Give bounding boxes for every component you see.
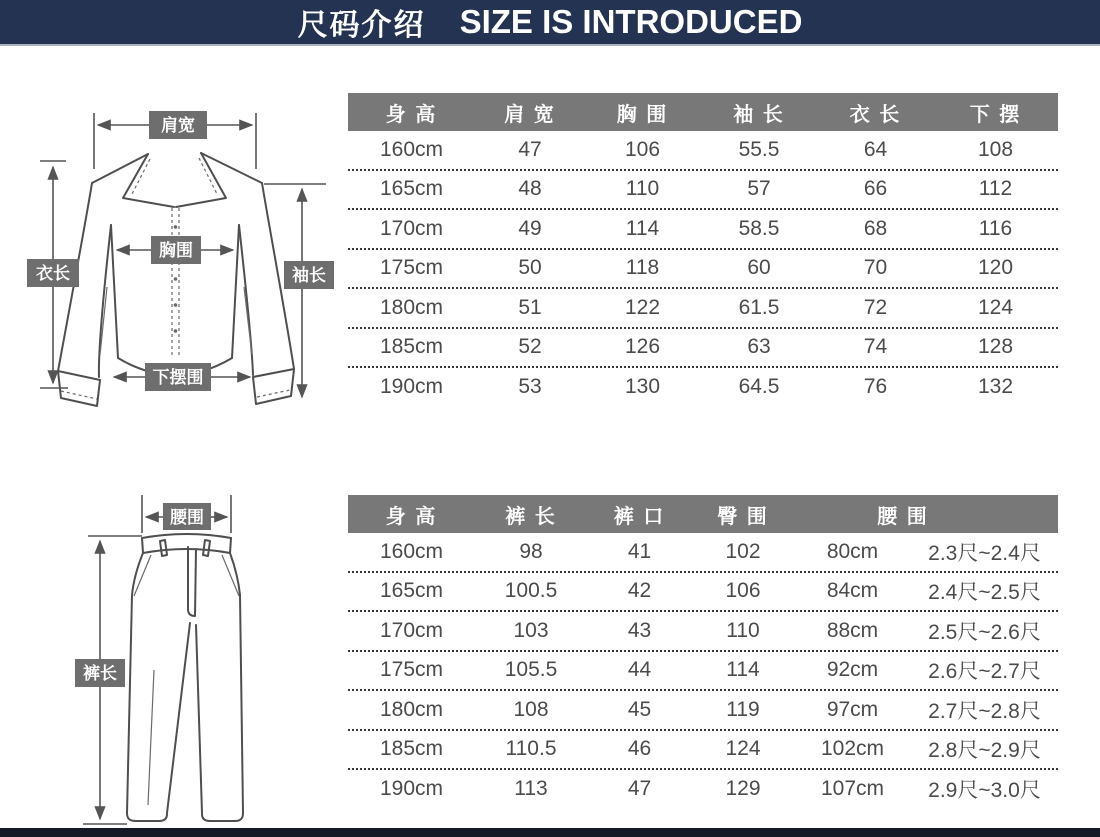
table-row [348,289,1058,329]
table-row [348,368,1058,406]
cell: 130 [624,374,661,398]
cell: 122 [624,295,661,319]
cell: 2.7尺~2.8尺 [928,699,1041,723]
shoulder-width-label: 肩宽 [161,116,195,135]
cell: 118 [625,256,660,280]
cell: 160cm [379,539,444,563]
cell: 53 [518,374,542,398]
cell: 66 [863,177,888,201]
cell: 113 [514,776,548,800]
cell: 41 [627,539,652,563]
chest-label: 胸围 [159,241,193,260]
cell: 190cm [379,374,444,398]
cell: 52 [518,335,542,359]
waist-label: 腰围 [170,508,204,527]
cell: 50 [518,256,542,280]
cell: 129 [725,776,761,800]
sleeve-length-label: 袖长 [292,266,326,285]
cell: 165cm [379,579,444,603]
cell: 97cm [826,697,879,721]
cell: 72 [863,295,888,319]
header-cell: 裤 口 [613,505,666,528]
cell: 84cm [826,579,879,603]
cell: 63 [747,335,771,359]
cell: 55.5 [738,137,780,161]
garment-length-label: 衣长 [36,264,70,283]
cell: 105.5 [504,658,558,682]
cell: 124 [977,295,1014,319]
cell: 106 [725,579,761,603]
cell: 47 [518,137,542,161]
cell: 116 [978,216,1013,240]
header-banner [0,0,1100,46]
table-row [348,250,1058,290]
header-cell: 腰 围 [877,505,929,528]
cell: 64 [863,137,888,161]
cell: 106 [624,137,661,161]
table-row [348,691,1058,731]
banner-title-chinese: 尺码介绍 [297,9,426,42]
cell: 98 [519,539,543,563]
cell: 170cm [379,618,444,642]
header-cell: 胸 围 [616,103,669,126]
hem-label: 下摆围 [152,368,204,387]
cell: 2.5尺~2.6尺 [928,620,1041,644]
cell: 190cm [379,776,444,800]
cell: 124 [725,737,761,761]
cell: 74 [863,335,888,359]
cell: 128 [977,335,1014,359]
cell: 2.3尺~2.4尺 [928,541,1041,565]
cell: 175cm [379,658,444,682]
cell: 47 [627,776,652,800]
cell: 110 [625,177,660,201]
cell: 108 [977,137,1014,161]
cell: 119 [726,697,760,721]
header-cell: 身 高 [385,505,438,528]
cell: 102 [725,539,761,563]
cell: 132 [977,374,1014,398]
cell: 126 [624,335,661,359]
cell: 112 [978,177,1013,201]
cell: 70 [863,256,888,280]
cell: 88cm [826,618,879,642]
cell: 108 [513,697,549,721]
cell: 76 [863,374,888,398]
table-row [348,612,1058,652]
cell: 107cm [820,776,885,800]
cell: 2.9尺~3.0尺 [928,778,1041,802]
cell: 45 [627,697,652,721]
cell: 57 [747,177,771,201]
cell: 48 [518,177,542,201]
table-row [348,731,1058,771]
table-row [348,329,1058,369]
pant-length-label: 裤长 [83,664,117,683]
table-row [348,652,1058,692]
table-header-row [348,93,1058,131]
cell: 58.5 [738,216,780,240]
header-cell: 肩 宽 [504,103,556,126]
cell: 51 [518,295,542,319]
cell: 114 [726,658,760,682]
cell: 165cm [379,177,444,201]
header-cell: 裤 长 [505,505,557,528]
cell: 44 [627,658,652,682]
cell: 2.4尺~2.5尺 [928,581,1041,605]
cell: 2.6尺~2.7尺 [928,660,1041,684]
cell: 175cm [379,256,444,280]
shirt-measurement-diagram [10,55,340,445]
cell: 114 [625,216,660,240]
cell: 185cm [379,335,444,359]
cell: 80cm [826,539,879,563]
cell: 49 [518,216,542,240]
cell: 180cm [379,697,444,721]
header-cell: 臀 围 [717,505,769,528]
cell: 103 [513,618,549,642]
header-cell: 身 高 [385,103,438,126]
header-cell: 袖 长 [733,103,785,126]
table-row [348,533,1058,573]
cell: 92cm [826,658,879,682]
cell: 110.5 [505,737,557,761]
cell: 120 [977,256,1014,280]
cell: 64.5 [738,374,780,398]
cell: 170cm [379,216,444,240]
cell: 185cm [379,737,444,761]
banner-title-english: SIZE IS INTRODUCED [459,3,803,40]
pants-measurement-diagram [50,475,350,837]
cell: 46 [627,737,652,761]
header-cell: 衣 长 [849,103,902,126]
cell: 180cm [379,295,444,319]
table-row [348,171,1058,211]
cell: 102cm [820,737,885,761]
table-row [348,131,1058,171]
cell: 110 [726,618,760,642]
cell: 43 [627,618,652,642]
cell: 60 [747,256,771,280]
table-row [348,770,1058,808]
table-row [348,573,1058,613]
table-row [348,210,1058,250]
shirt-size-table [348,93,1058,406]
header-cell: 下 摆 [969,103,1022,126]
cell: 68 [863,216,888,240]
bottom-bar [0,828,1100,837]
cell: 100.5 [504,579,558,603]
pants-size-table [348,495,1058,808]
cell: 2.8尺~2.9尺 [928,739,1041,763]
cell: 61.5 [738,295,780,319]
cell: 160cm [379,137,444,161]
cell: 42 [627,579,652,603]
table-header-row [348,495,1058,533]
